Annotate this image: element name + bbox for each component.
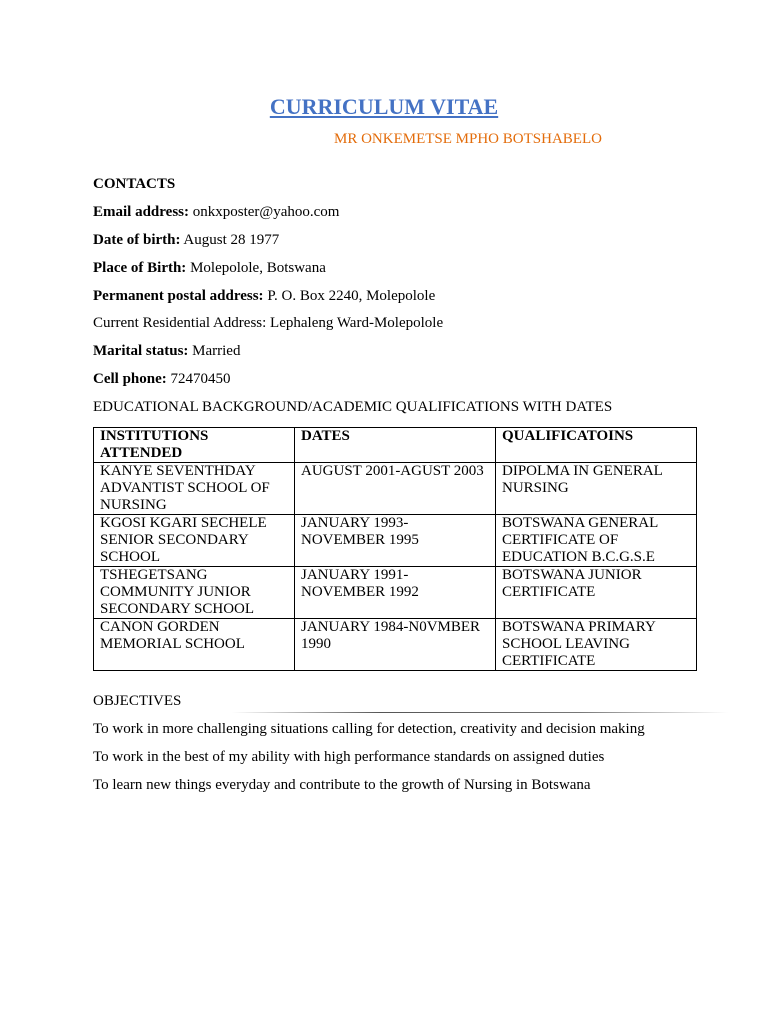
table-row bbox=[94, 619, 697, 671]
objectives-heading: OBJECTIVES bbox=[93, 693, 182, 709]
pob-label: Place of Birth: bbox=[93, 260, 187, 276]
dates-cell: JANUARY 1984-N0VMBER 1990 bbox=[295, 619, 496, 671]
institution-cell: KANYE SEVENTHDAY ADVANTIST SCHOOL OF NURSING bbox=[94, 463, 295, 515]
cell-line bbox=[93, 371, 231, 388]
column-header-qualifications: QUALIFICATOINS bbox=[496, 428, 697, 463]
email-line bbox=[93, 204, 339, 221]
marital-label: Marital status: bbox=[93, 343, 189, 359]
contacts-heading: CONTACTS bbox=[93, 176, 176, 192]
education-table bbox=[93, 427, 697, 671]
qualification-cell: BOTSWANA GENERAL CERTIFICATE OF EDUCATION B.C.G.S.E bbox=[496, 515, 697, 567]
marital-line bbox=[93, 343, 240, 360]
email-value: onkxposter@yahoo.com bbox=[188, 204, 340, 220]
dob-line bbox=[93, 232, 279, 249]
table-row bbox=[94, 567, 697, 619]
institution-cell: CANON GORDEN MEMORIAL SCHOOL bbox=[94, 619, 295, 671]
postal-label: Permanent postal address: bbox=[93, 288, 264, 304]
document-title: CURRICULUM VITAE bbox=[269, 94, 499, 119]
applicant-name: MR ONKEMETSE MPHO BOTSHABELO bbox=[334, 131, 602, 147]
cell-label: Cell phone: bbox=[93, 371, 167, 387]
dob-label: Date of birth: bbox=[93, 232, 181, 248]
pob-line bbox=[93, 260, 326, 277]
postal-value: P. O. Box 2240, Molepolole bbox=[263, 288, 436, 304]
dates-cell: JANUARY 1993-NOVEMBER 1995 bbox=[295, 515, 496, 567]
dates-cell: JANUARY 1991-NOVEMBER 1992 bbox=[295, 567, 496, 619]
dob-value: August 28 1977 bbox=[180, 232, 280, 248]
marital-value: Married bbox=[188, 343, 241, 359]
table-row bbox=[94, 515, 697, 567]
qualification-cell: DIPOLMA IN GENERAL NURSING bbox=[496, 463, 697, 515]
objective-item: To work in the best of my ability with high performance standards on assigned duties bbox=[93, 749, 605, 765]
column-header-dates: DATES bbox=[295, 428, 496, 463]
pob-value: Molepolole, Botswana bbox=[186, 260, 326, 276]
postal-line bbox=[93, 288, 435, 305]
table-row bbox=[94, 463, 697, 515]
residential-line: Current Residential Address: Lephaleng Ward-Molepolole bbox=[93, 315, 444, 331]
section-divider bbox=[232, 712, 728, 713]
objective-item: To work in more challenging situations calling for detection, creativity and decision making bbox=[93, 721, 645, 737]
cell-value: 72470450 bbox=[166, 371, 231, 387]
institution-cell: KGOSI KGARI SECHELE SENIOR SECONDARY SCHOOL bbox=[94, 515, 295, 567]
table-header-row bbox=[94, 428, 697, 463]
qualification-cell: BOTSWANA PRIMARY SCHOOL LEAVING CERTIFICATE bbox=[496, 619, 697, 671]
qualification-cell: BOTSWANA JUNIOR CERTIFICATE bbox=[496, 567, 697, 619]
institution-cell: TSHEGETSANG COMMUNITY JUNIOR SECONDARY SCHOOL bbox=[94, 567, 295, 619]
education-heading: EDUCATIONAL BACKGROUND/ACADEMIC QUALIFICATIONS WITH DATES bbox=[93, 399, 613, 415]
objective-item: To learn new things everyday and contribute to the growth of Nursing in Botswana bbox=[93, 777, 591, 793]
email-label: Email address: bbox=[93, 204, 189, 220]
dates-cell: AUGUST 2001-AGUST 2003 bbox=[295, 463, 496, 515]
column-header-institutions: INSTITUTIONS ATTENDED bbox=[94, 428, 295, 463]
